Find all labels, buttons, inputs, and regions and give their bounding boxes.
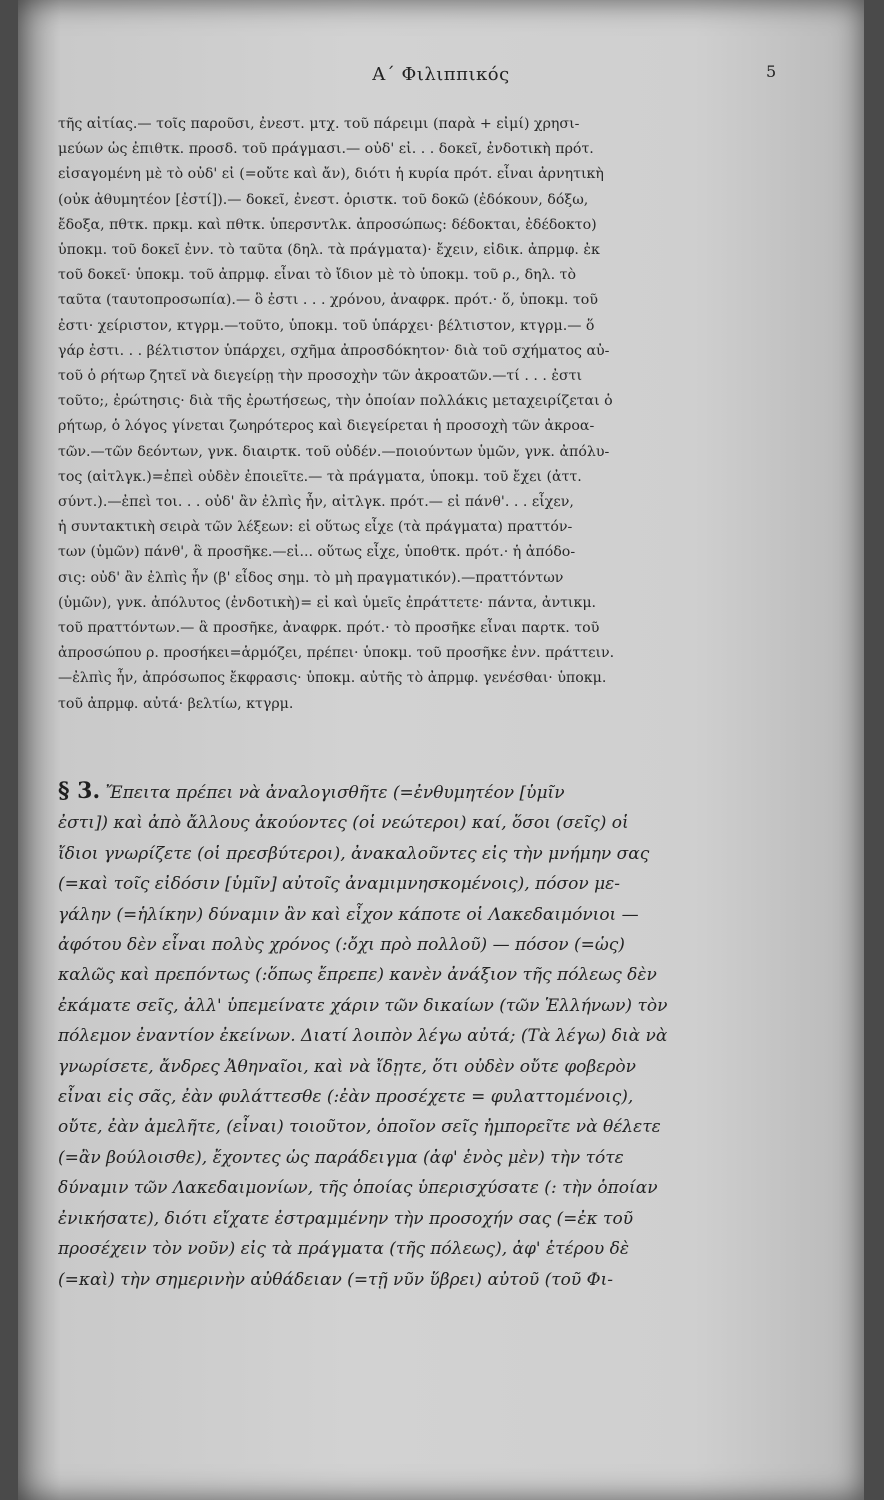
commentary-notes — [58, 112, 792, 717]
commentary-line: ταῦτα (ταυτοπροσωπία).— ὃ ἐστι . . . χρόνου, ἀναφρκ. πρότ.· ὅ, ὑποκμ. τοῦ — [58, 292, 598, 309]
commentary-line: —ἐλπὶς ἦν, ἀπρόσωπος ἔκφρασις· ὑποκμ. αὐτῆς τὸ ἀπρμφ. γενέσθαι· ὑποκμ. — [58, 670, 607, 687]
commentary-line: τῆς αἰτίας.— τοῖς παροῦσι, ἐνεστ. μτχ. τοῦ πάρειμι (παρὰ + εἰμί) χρησι- — [58, 116, 580, 132]
commentary-line: ἀπροσώπου ρ. προσήκει=ἁρμόζει, πρέπει· ὑποκμ. τοῦ προσῆκε ἐνν. πράττειν. — [58, 645, 615, 662]
paraphrase-line: εἶναι εἰς σᾶς, ἐὰν φυλάττεσθε (:ἐὰν προσέχετε = φυλαττομένοις), — [58, 1087, 634, 1108]
paraphrase-line: οὔτε, ἐὰν ἀμελῆτε, (εἶναι) τοιοῦτον, ὁποῖον σεῖς ἠμπορεῖτε νὰ θέλετε — [58, 1117, 661, 1138]
paraphrase-line: ἐνικήσατε), διότι εἴχατε ἐστραμμένην τὴν προσοχήν σας (=ἐκ τοῦ — [58, 1208, 634, 1229]
commentary-line: τοῦ πραττόντων.— ἃ προσῆκε, ἀναφρκ. πρότ.· τὸ προσῆκε εἶναι παρτκ. τοῦ — [58, 620, 600, 637]
commentary-line: (οὐκ ἀθυμητέον [ἐστί]).— δοκεῖ, ἐνεστ. ὁριστκ. τοῦ δοκῶ (ἐδόκουν, δόξω, — [58, 191, 589, 208]
commentary-line: σύντ.).—ἐπεὶ τοι. . . οὐδ' ἂν ἐλπὶς ἦν, αἰτλγκ. πρότ.— εἰ πάνθ'. . . εἶχεν, — [58, 494, 574, 511]
paraphrase-line: ἴδιοι γνωρίζετε (οἱ πρεσβύτεροι), ἀνακαλοῦντες εἰς τὴν μνήμην σας — [58, 843, 650, 864]
paraphrase-line: γνωρίσετε, ἄνδρες Ἀθηναῖοι, καὶ νὰ ἴδῃτε, ὅτι οὐδὲν οὔτε φοβερὸν — [58, 1056, 636, 1077]
paraphrase-first-line — [58, 776, 798, 808]
commentary-line: (ὑμῶν), γνκ. ἀπόλυτος (ἐνδοτικὴ)= εἰ καὶ ὑμεῖς ἐπράττετε· πάντα, ἀντικμ. — [58, 594, 597, 611]
commentary-line: σις: οὐδ' ἂν ἐλπὶς ἦν (β' εἶδος σημ. τὸ μὴ πραγματικόν).—πραττόντων — [58, 569, 564, 586]
commentary-line: τοῦ ὁ ρήτωρ ζητεῖ νὰ διεγείρῃ τὴν προσοχὴν τῶν ἀκροατῶν.—τί . . . ἐστι — [58, 368, 583, 385]
commentary-line: τοῦ δοκεῖ· ὑποκμ. τοῦ ἀπρμφ. εἶναι τὸ ἴδιον μὲ τὸ ὑποκμ. τοῦ ρ., δηλ. τὸ — [58, 267, 577, 284]
paraphrase-line: ἐκάματε σεῖς, ἀλλ' ὑπεμείνατε χάριν τῶν δικαίων (τῶν Ἑλλήνων) τὸν — [58, 995, 668, 1016]
commentary-line: ὑποκμ. τοῦ δοκεῖ ἐνν. τὸ ταῦτα (δηλ. τὰ πράγματα)· ἔχειν, εἰδικ. ἀπρμφ. ἐκ — [58, 242, 600, 259]
paraphrase-line: ἀφότου δὲν εἶναι πολὺς χρόνος (:ὄχι πρὸ πολλοῦ) — πόσον (=ὡς) — [58, 935, 625, 956]
commentary-line: ἐστι· χείριστον, κτγρμ.—τοῦτο, ὑποκμ. τοῦ ὑπάρχει· βέλτιστον, κτγρμ.— ὅ — [58, 317, 595, 334]
commentary-line: ἔδοξα, πθτκ. πρκμ. καὶ πθτκ. ὑπερσντλκ. ἀπροσώπως: δέδοκται, ἐδέδοκτο) — [58, 216, 597, 233]
commentary-line: τῶν.—τῶν δεόντων, γνκ. διαιρτκ. τοῦ οὐδέν.—ποιούντων ὑμῶν, γνκ. ἀπόλυ- — [58, 443, 610, 460]
commentary-line: τοῦτο;, ἐρώτησις· διὰ τῆς ἐρωτήσεως, τὴν ὁποίαν πολλάκις μεταχειρίζεται ὁ — [58, 393, 613, 410]
page-title: Α΄ Φιλιππικός — [372, 64, 510, 85]
paraphrase-line-start: Ἔπειτα πρέπει νὰ ἀναλογισθῆτε (=ἐνθυμητέον [ὑμῖν — [105, 783, 565, 803]
page-number: 5 — [766, 62, 777, 81]
commentary-line: γάρ ἐστι. . . βέλτιστον ὑπάρχει, σχῆμα ἀπροσδόκητον· διὰ τοῦ σχήματος αὐ- — [58, 342, 610, 359]
paraphrase-line: γάλην (=ἡλίκην) δύναμιν ἂν καὶ εἶχον κάποτε οἱ Λακεδαιμόνιοι — — [58, 904, 639, 925]
paraphrase-section — [58, 776, 798, 1295]
commentary-line: ἡ συντακτικὴ σειρὰ τῶν λέξεων: εἰ οὕτως εἶχε (τὰ πράγματα) πραττόν- — [58, 519, 573, 536]
section-mark: § 3. — [58, 778, 101, 804]
commentary-line: εἰσαγομένη μὲ τὸ οὐδ' εἰ (=οὔτε καὶ ἄν), διότι ἡ κυρία πρότ. εἶναι ἀρνητικὴ — [58, 166, 604, 183]
paraphrase-line: πόλεμον ἐναντίον ἐκείνων. Διατί λοιπὸν λέγω αὐτά; (Τὰ λέγω) διὰ νὰ — [58, 1026, 668, 1047]
paraphrase-line: (=καὶ) τὴν σημερινὴν αὐθάδειαν (=τῇ νῦν ὕβρει) αὐτοῦ (τοῦ Φι- — [58, 1269, 613, 1290]
commentary-line: των (ὑμῶν) πάνθ', ἃ προσῆκε.—εἰ... οὕτως εἶχε, ὑποθτκ. πρότ.· ἡ ἀπόδο- — [58, 544, 576, 561]
book-page — [18, 0, 864, 1500]
commentary-line: μεύων ὡς ἐπιθτκ. προσδ. τοῦ πράγμασι.— οὐδ' εἰ. . . δοκεῖ, ἐνδοτικὴ πρότ. — [58, 141, 594, 158]
paraphrase-line: καλῶς καὶ πρεπόντως (:ὅπως ἔπρεπε) κανὲν ἀνάξιον τῆς πόλεως δὲν — [58, 965, 657, 986]
commentary-line: ρήτωρ, ὁ λόγος γίνεται ζωηρότερος καὶ διεγείρεται ἡ προσοχὴ τῶν ἀκροα- — [58, 418, 595, 435]
paraphrase-line: προσέχειν τὸν νοῦν) εἰς τὰ πράγματα (τῆς πόλεως), ἀφ' ἑτέρου δὲ — [58, 1239, 629, 1260]
paraphrase-line: ἐστι]) καὶ ἀπὸ ἄλλους ἀκούοντες (οἱ νεώτεροι) καί, ὅσοι (σεῖς) οἱ — [58, 813, 629, 834]
commentary-line: τοῦ ἀπρμφ. αὐτά· βελτίω, κτγρμ. — [58, 695, 294, 712]
paraphrase-line: δύναμιν τῶν Λακεδαιμονίων, τῆς ὁποίας ὑπερισχύσατε (: τὴν ὁποίαν — [58, 1178, 658, 1199]
paraphrase-line: (=ἂν βούλοισθε), ἔχοντες ὡς παράδειγμα (ἀφ' ἑνὸς μὲν) τὴν τότε — [58, 1147, 624, 1168]
commentary-line: τος (αἰτλγκ.)=ἐπεὶ οὐδὲν ἐποιεῖτε.— τὰ πράγματα, ὑποκμ. τοῦ ἔχει (ἀττ. — [58, 468, 582, 485]
paraphrase-line: (=καὶ τοῖς εἰδόσιν [ὑμῖν] αὐτοῖς ἀναμιμνησκομένοις), πόσον με- — [58, 874, 620, 895]
